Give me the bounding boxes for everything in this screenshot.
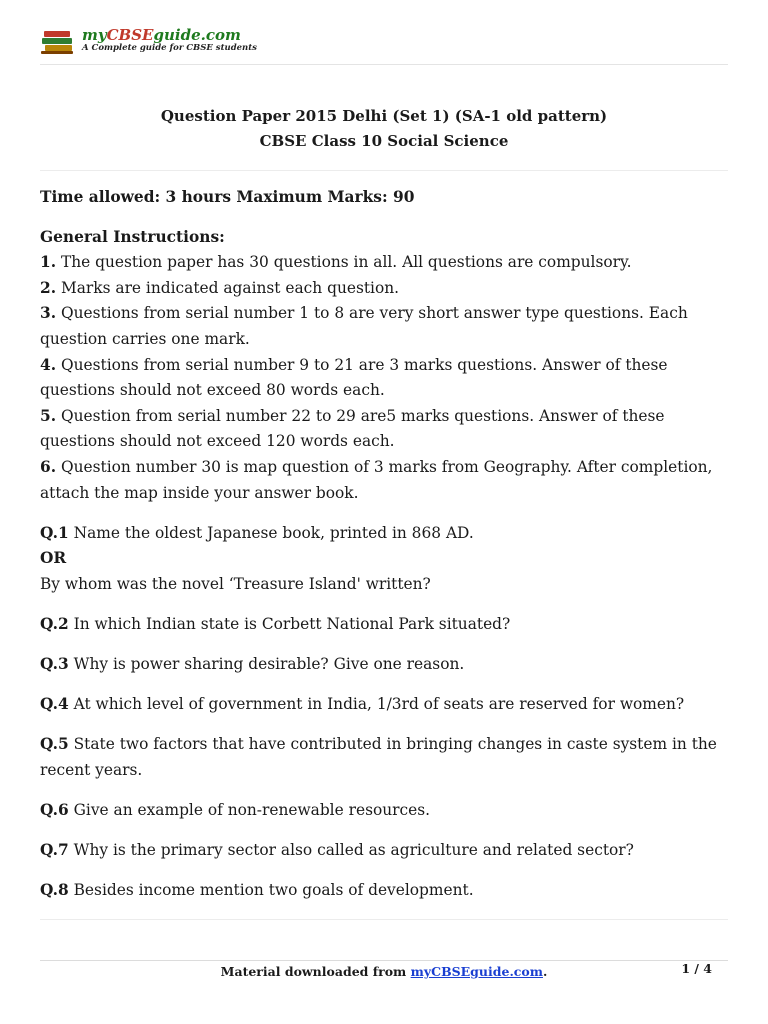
logo-tagline: A Complete guide for CBSE students	[82, 43, 257, 53]
footer-divider	[40, 960, 728, 961]
question-8: Q.8 Besides income mention two goals of development.	[40, 881, 474, 900]
question-4: Q.4 At which level of government in India, 1/3rd of seats are reserved for women?	[40, 695, 685, 714]
document-body	[40, 185, 730, 904]
time-and-marks: Time allowed: 3 hours Maximum Marks: 90	[40, 188, 415, 206]
title-line-2: CBSE Class 10 Social Science	[259, 132, 509, 150]
divider	[40, 170, 728, 171]
site-logo[interactable]	[40, 27, 257, 55]
page-number: 1 / 4	[681, 961, 712, 976]
question-7: Q.7 Why is the primary sector also called as agriculture and related sector?	[40, 840, 634, 859]
title-line-1: Question Paper 2015 Delhi (Set 1) (SA-1 old pattern)	[160, 107, 608, 125]
instruction-item: 5. Question from serial number 22 to 29 are5 marks questions. Answer of these questions should not exceed 120 words each.	[40, 406, 665, 451]
question-6: Q.6 Give an example of non-renewable resources.	[40, 800, 431, 819]
question-3: Q.3 Why is power sharing desirable? Give one reason.	[40, 655, 465, 673]
logo-title: myCBSEguide.com	[82, 26, 241, 44]
instruction-item: 3. Questions from serial number 1 to 8 are very short answer type questions. Each question carries one mark.	[40, 304, 688, 348]
instruction-item: 2. Marks are indicated against each question.	[40, 278, 400, 297]
divider	[40, 919, 728, 920]
question-5: Q.5 State two factors that have contributed in bringing changes in caste system in the recent years.	[40, 735, 717, 779]
instruction-item: 6. Question number 30 is map question of 3 marks from Geography. After completion, attach the map inside your answer book.	[40, 457, 713, 502]
question-2: Q.2 In which Indian state is Corbett National Park situated?	[40, 614, 511, 633]
question-1: Q.1 Name the oldest Japanese book, printed in 868 AD.	[40, 523, 474, 542]
instructions-heading: General Instructions:	[40, 227, 225, 246]
page-header	[40, 24, 728, 65]
question-1-alt: By whom was the novel ‘Treasure Island' written?	[40, 574, 431, 593]
page-footer	[40, 963, 728, 983]
books-icon	[40, 27, 76, 55]
instruction-item: 1. The question paper has 30 questions in all. All questions are compulsory.	[40, 253, 632, 272]
instruction-item: 4. Questions from serial number 9 to 21 are 3 marks questions. Answer of these questions should not exceed 80 words each.	[40, 355, 668, 400]
footer-link[interactable]: myCBSEguide.com	[410, 964, 543, 979]
footer-text: Material downloaded from myCBSEguide.com.	[220, 964, 548, 979]
paper-title	[40, 104, 728, 154]
question-1-or: OR	[40, 549, 67, 568]
